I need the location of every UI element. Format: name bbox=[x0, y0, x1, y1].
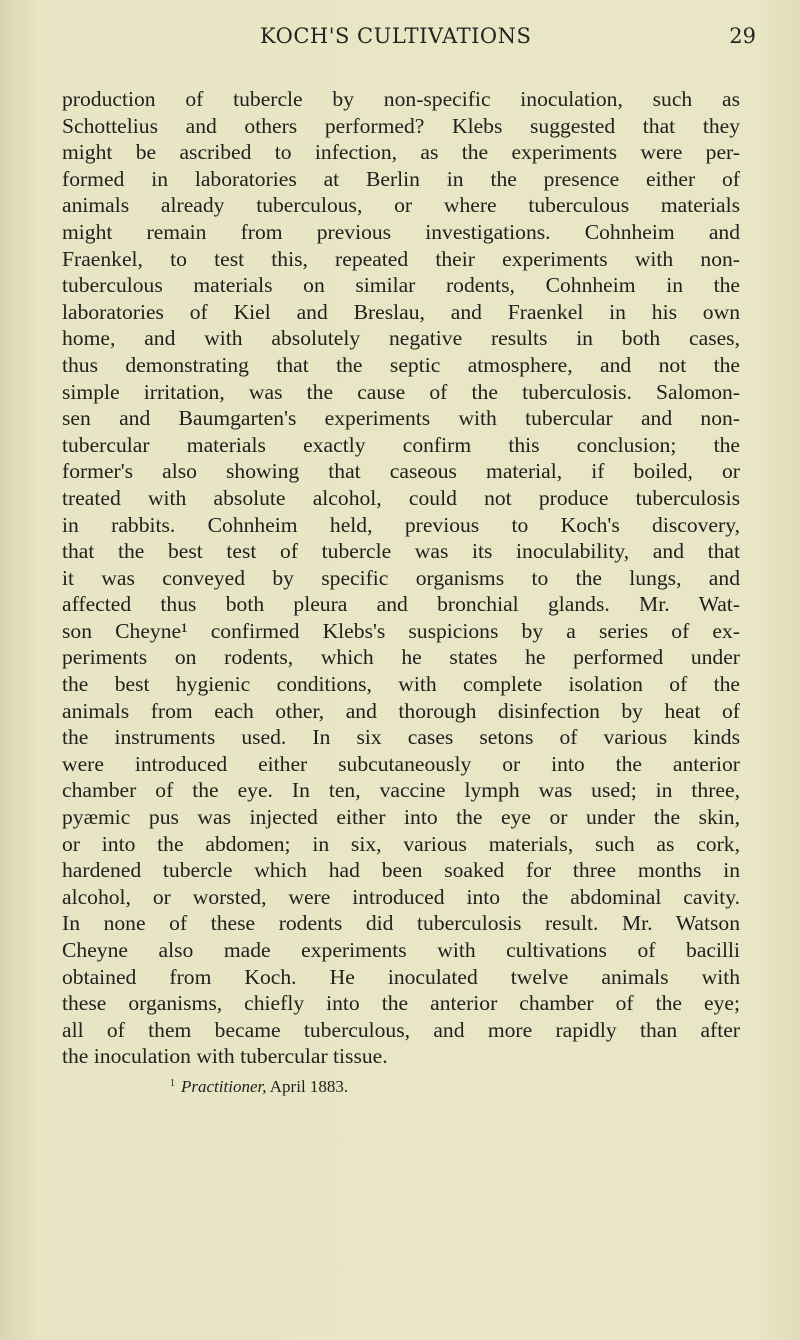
running-head bbox=[0, 24, 800, 64]
text-line: it was conveyed by specific organisms to the lungs, and bbox=[62, 565, 740, 590]
text-line: simple irritation, was the cause of the tuberculosis. Salomon- bbox=[62, 379, 740, 404]
text-line: formed in laboratories at Berlin in the presence either of bbox=[62, 166, 740, 191]
text-line: obtained from Koch. He inoculated twelve animals with bbox=[62, 964, 740, 989]
text-line: former's also showing that caseous material, if boiled, or bbox=[62, 459, 740, 484]
text-line: or into the abdomen; in six, various materials, such as cork, bbox=[62, 831, 740, 856]
text-line: all of them became tuberculous, and more rapidly than after bbox=[62, 1017, 740, 1042]
text-line: tubercular materials exactly confirm this conclusion; the bbox=[62, 432, 740, 457]
text-line: tuberculous materials on similar rodents, Cohnheim in the bbox=[62, 273, 740, 298]
text-line: might remain from previous investigations. Cohnheim and bbox=[62, 219, 740, 244]
text-line: these organisms, chiefly into the anterior chamber of the eye; bbox=[62, 991, 740, 1016]
text-line: home, and with absolutely negative results in both cases, bbox=[62, 326, 740, 351]
footnote-marker: 1 bbox=[170, 1078, 175, 1089]
text-line: Cheyne also made experiments with cultivations of bacilli bbox=[62, 938, 740, 962]
text-line: the inoculation with tubercular tissue. bbox=[62, 1044, 388, 1069]
text-line: thus demonstrating that the septic atmosphere, and not the bbox=[62, 352, 740, 377]
text-line: the instruments used. In six cases setons of various kinds bbox=[62, 725, 740, 750]
text-line: pyæmic pus was injected either into the eye or under the skin, bbox=[62, 805, 740, 830]
footnote bbox=[170, 1077, 348, 1097]
text-line: Schottelius and others performed? Klebs suggested that they bbox=[62, 113, 740, 138]
text-line: affected thus both pleura and bronchial glands. Mr. Wat- bbox=[62, 592, 740, 617]
body-text bbox=[62, 86, 740, 1070]
text-line: animals from each other, and thorough disinfection by heat of bbox=[62, 698, 740, 723]
footnote-date: April 1883. bbox=[269, 1077, 349, 1096]
text-line: production of tubercle by non-specific inoculation, such as bbox=[62, 87, 740, 111]
text-line: animals already tuberculous, or where tuberculous materials bbox=[62, 193, 740, 218]
text-line: treated with absolute alcohol, could not produce tuberculosis bbox=[62, 485, 740, 510]
text-line: In none of these rodents did tuberculosis result. Mr. Watson bbox=[62, 911, 740, 936]
text-line: that the best test of tubercle was its inoculability, and that bbox=[62, 539, 740, 564]
text-line: periments on rodents, which he states he performed under bbox=[62, 645, 740, 670]
text-line: were introduced either subcutaneously or into the anterior bbox=[62, 751, 740, 776]
text-line: hardened tubercle which had been soaked for three months in bbox=[62, 858, 740, 883]
text-line: the best hygienic conditions, with complete isolation of the bbox=[62, 672, 740, 697]
text-line: chamber of the eye. In ten, vaccine lymph was used; in three, bbox=[62, 778, 740, 803]
text-line: son Cheyne¹ confirmed Klebs's suspicions by a series of ex- bbox=[62, 618, 740, 643]
text-line: sen and Baumgarten's experiments with tubercular and non- bbox=[62, 406, 740, 431]
text-line: in rabbits. Cohnheim held, previous to Koch's discovery, bbox=[62, 512, 740, 537]
text-line: laboratories of Kiel and Breslau, and Fraenkel in his own bbox=[62, 299, 740, 324]
text-line: alcohol, or worsted, were introduced into the abdominal cavity. bbox=[62, 884, 740, 909]
footnote-source: Practitioner, bbox=[181, 1077, 267, 1096]
running-title: KOCH'S CULTIVATIONS bbox=[260, 24, 532, 48]
page-number: 29 bbox=[729, 24, 756, 48]
text-line: might be ascribed to infection, as the experiments were per- bbox=[62, 140, 740, 165]
text-line: Fraenkel, to test this, repeated their experiments with non- bbox=[62, 246, 740, 271]
